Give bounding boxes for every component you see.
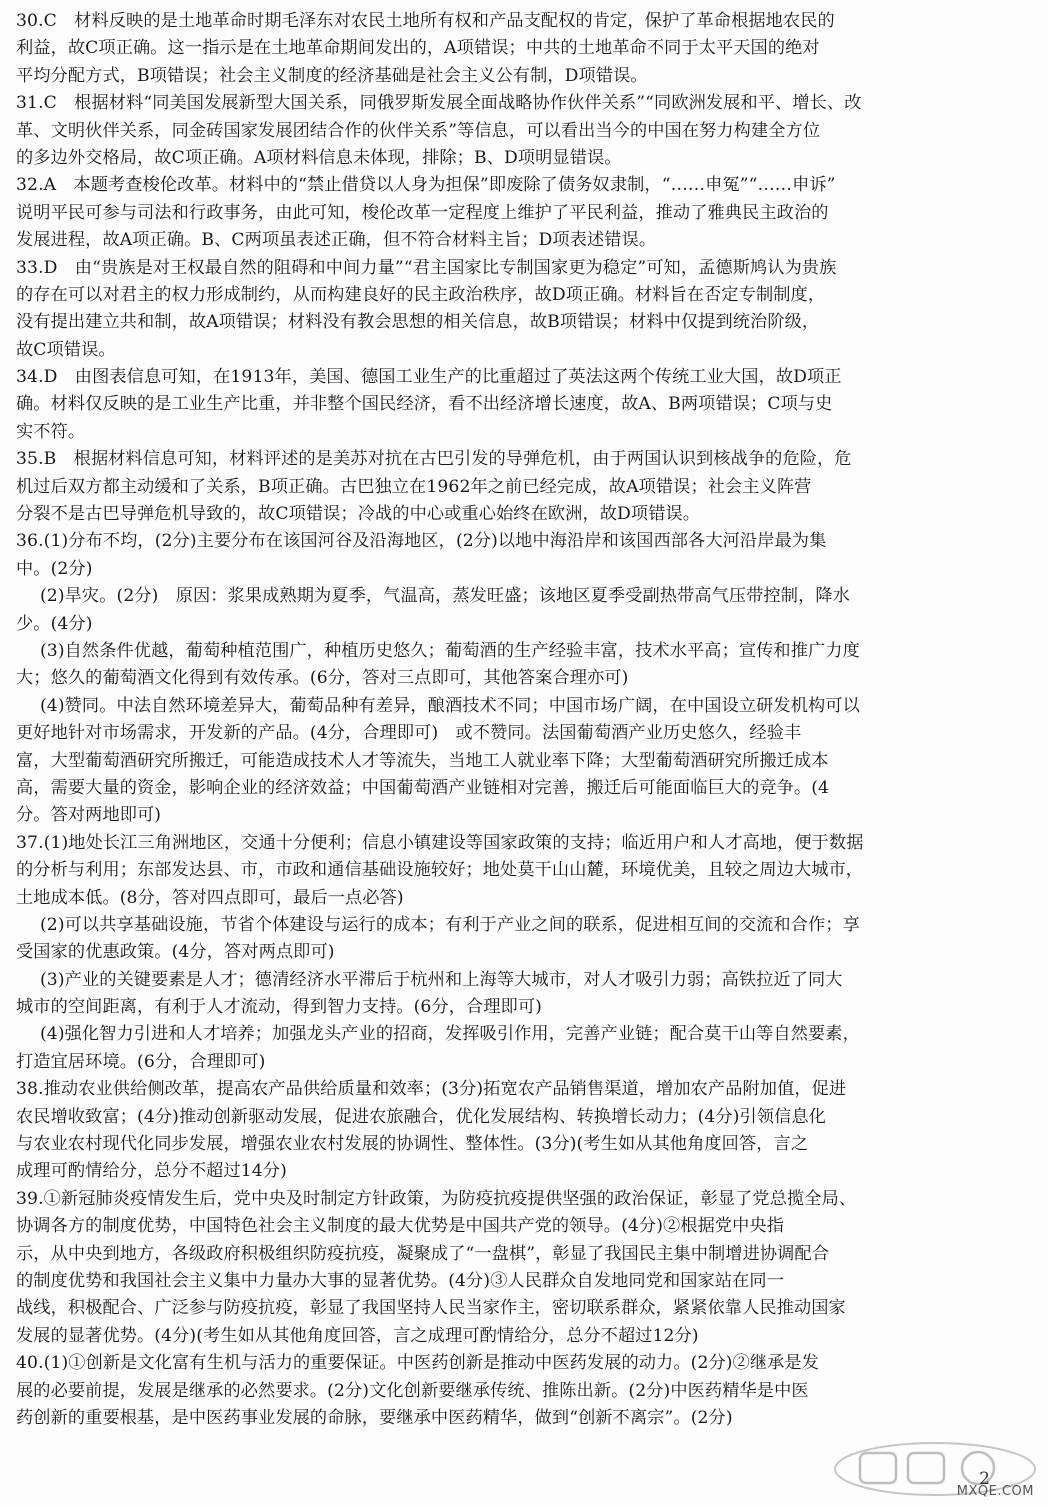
text-line: 30.C 材料反映的是土地革命时期毛泽东对农民土地所有权和产品支配权的肯定，保护了革命根据地农民的 — [16, 11, 835, 31]
text-line: 受国家的优惠政策。(4分，答对两点即可) — [16, 942, 335, 963]
text-line: 发展进程，故A项正确。B、C两项虽表述正确，但不符合材料主旨；D项表述错误。 — [16, 230, 657, 251]
text-line: 故C项错误。 — [16, 339, 116, 360]
text-line: 革、文明伙伴关系，同金砖国家发展团结合作的伙伴关系”等信息，可以看出当今的中国在努力构建全方位 — [16, 120, 821, 141]
text-line: 少。(4分) — [16, 613, 93, 634]
text-line: (4)赞同。中法自然环境差异大，葡萄品种有差异，酿酒技术不同；中国市场广阔，在中国设立研发机构可以 — [40, 695, 860, 716]
text-line: 利益，故C项正确。这一指示是在土地革命期间发出的，A项错误；中共的土地革命不同于太平天国的绝对 — [16, 38, 820, 59]
text-line: 农民增收致富；(4分)推动创新驱动发展，促进农旅融合，优化发展结构、转换增长动力；(4分)引领信息化 — [16, 1106, 826, 1127]
text-line: 机过后双方都主动缓和了关系，B项正确。古巴独立在1962年之前已经完成，故A项错误；社会主义阵营 — [16, 476, 812, 497]
text-line: 发展的显著优势。(4分)(考生如从其他角度回答，言之成理可酌情给分，总分不超过12分) — [16, 1325, 699, 1346]
text-line: 35.B 根据材料信息可知，材料评述的是美苏对抗在古巴引发的导弹危机，由于两国认识到核战争的危险，危 — [16, 449, 852, 470]
text-line: 40.(1)①创新是文化富有生机与活力的重要保证。中医药创新是推动中医药发展的动力。(2分)②继承是发 — [16, 1353, 820, 1374]
text-line: 平均分配方式，B项错误；社会主义制度的经济基础是社会主义公有制，D项错误。 — [16, 65, 648, 86]
text-line: (3)自然条件优越，葡萄种植范围广，种植历史悠久；葡萄酒的生产经验丰富，技术水平高；宣传和推广力度 — [40, 640, 860, 661]
text-line: 土地成本低。(8分，答对四点即可，最后一点必答) — [16, 887, 404, 908]
text-line: 富，大型葡萄酒研究所搬迁，可能造成技术人才等流失，当地工人就业率下降；大型葡萄酒研究所搬迁成本 — [16, 750, 829, 771]
text-line: 的存在可以对君主的权力形成制约，从而构建良好的民主政治秩序，故D项正确。材料旨在否定专制制度， — [16, 284, 826, 305]
text-line: 战线，积极配合、广泛参与防疫抗疫，彰显了我国坚持人民当家作主，密切联系群众，紧紧依靠人民推动国家 — [16, 1298, 846, 1319]
text-line: 34.D 由图表信息可知，在1913年，美国、德国工业生产的比重超过了英法这两个传统工业大国，故D项正 — [16, 367, 842, 388]
text-line: (3)产业的关键要素是人才；德清经济水平滞后于杭州和上海等大城市，对人才吸引力弱；高铁拉近了同大 — [40, 969, 843, 990]
text-line: 打造宜居环境。(6分，合理即可) — [16, 1051, 266, 1072]
text-line: 展的必要前提，发展是继承的必然要求。(2分)文化创新要继承传统、推陈出新。(2分)中医药精华是中医 — [16, 1380, 809, 1401]
text-line: 分裂不是古巴导弹危机导致的，故C项错误；冷战的中心或重心始终在欧洲，故D项错误。 — [16, 504, 701, 525]
text-line: 31.C 根据材料“同美国发展新型大国关系，同俄罗斯发展全面战略协作伙伴关系”“同欧洲发展和平、增长、改 — [16, 93, 862, 114]
text-line: 的制度优势和我国社会主义集中力量办大事的显著优势。(4分)③人民群众自发地同党和国家站在同一 — [16, 1270, 785, 1291]
text-line: 城市的空间距离，有利于人才流动，得到智力支持。(6分，合理即可) — [16, 997, 542, 1018]
text-line: 37.(1)地处长江三角洲地区，交通十分便利；信息小镇建设等国家政策的支持；临近用户和人才高地，便于数据 — [16, 832, 864, 853]
text-line: 的多边外交格局，故C项正确。A项材料信息未体现，排除；B、D项明显错误。 — [16, 147, 622, 168]
text-line: (2)旱灾。(2分) 原因：浆果成熟期为夏季，气温高，蒸发旺盛；该地区夏季受副热带高气压带控制，降水 — [40, 586, 850, 607]
text-line: (2)可以共享基础设施，节省个体建设与运行的成本；有利于产业之间的联系，促进相互间的交流和合作；享 — [40, 914, 860, 935]
text-line: 的分析与利用；东部发达县、市，市政和通信基础设施较好；地处莫干山山麓，环境优美，且较之周边大城市， — [16, 860, 864, 881]
text-line: (4)强化智力引进和人才培养；加强龙头产业的招商，发挥吸引作用，完善产业链；配合莫干山等自然要素， — [40, 1024, 860, 1045]
text-line: 说明平民可参与司法和行政事务，由此可知，梭伦改革一定程度上维护了平民利益，推动了雅典民主政治的 — [16, 202, 829, 223]
text-line: 与农业农村现代化同步发展，增强农业农村发展的协调性、整体性。(3分)(考生如从其他角度回答，言之 — [16, 1134, 809, 1155]
text-line: 36.(1)分布不均，(2分)主要分布在该国河谷及沿海地区，(2分)以地中海沿岸和该国西部各大河沿岸最为集 — [16, 531, 827, 552]
text-line: 33.D 由“贵族是对王权最自然的阻碍和中间力量”“君主国家比专制国家更为稳定”可知，孟德斯鸠认为贵族 — [16, 257, 837, 278]
text-line: 没有提出建立共和制，故A项错误；材料没有教会思想的相关信息，故B项错误；材料中仅提到统治阶级， — [16, 312, 820, 333]
text-line: 示，从中央到地方，各级政府积极组织防疫抗疫，凝聚成了“一盘棋”，彰显了我国民主集中制增进协调配合 — [16, 1243, 830, 1264]
text-line: 更好地针对市场需求，开发新的产品。(4分，合理即可) 或不赞同。法国葡萄酒产业历史悠久，经验丰 — [16, 723, 802, 744]
text-line: 高，需要大量的资金，影响企业的经济效益；中国葡萄酒产业链相对完善，搬迁后可能面临巨大的竞争。(4 — [16, 777, 830, 798]
answer-text-block — [16, 8, 1032, 1432]
text-line: 38.推动农业供给侧改革，提高农产品供给质量和效率；(3分)拓宽农产品销售渠道，增加农产品附加值，促进 — [16, 1079, 847, 1100]
text-line: 确。材料仅反映的是工业生产比重，并非整个国民经济，看不出经济增长速度，故A、B两项错误；C项与史 — [16, 394, 833, 415]
text-line: 成理可酌情给分，总分不超过14分) — [16, 1161, 287, 1182]
text-line: 中。(2分) — [16, 558, 93, 579]
text-line: 39.①新冠肺炎疫情发生后，党中央及时制定方针政策，为防疫抗疫提供坚强的政治保证，彰显了党总揽全局、 — [16, 1188, 857, 1209]
watermark-text: MXQE.COM — [956, 1484, 1034, 1499]
text-line: 大；悠久的葡萄酒文化得到有效传承。(6分，答对三点即可，其他答案合理亦可) — [16, 668, 629, 689]
page-number: 2 — [979, 1469, 990, 1489]
text-line: 药创新的重要根基，是中医药事业发展的命脉，要继承中医药精华，做到“创新不离宗”。(2分) — [16, 1407, 733, 1428]
text-line: 分。答对两地即可) — [16, 805, 162, 826]
text-line: 协调各方的制度优势，中国特色社会主义制度的最大优势是中国共产党的领导。(4分)②根据党中央指 — [16, 1216, 785, 1237]
text-line: 32.A 本题考查梭伦改革。材料中的“禁止借贷以人身为担保”即废除了债务奴隶制，“……申冤”“……申诉” — [16, 175, 836, 196]
text-line: 实不符。 — [16, 421, 86, 442]
